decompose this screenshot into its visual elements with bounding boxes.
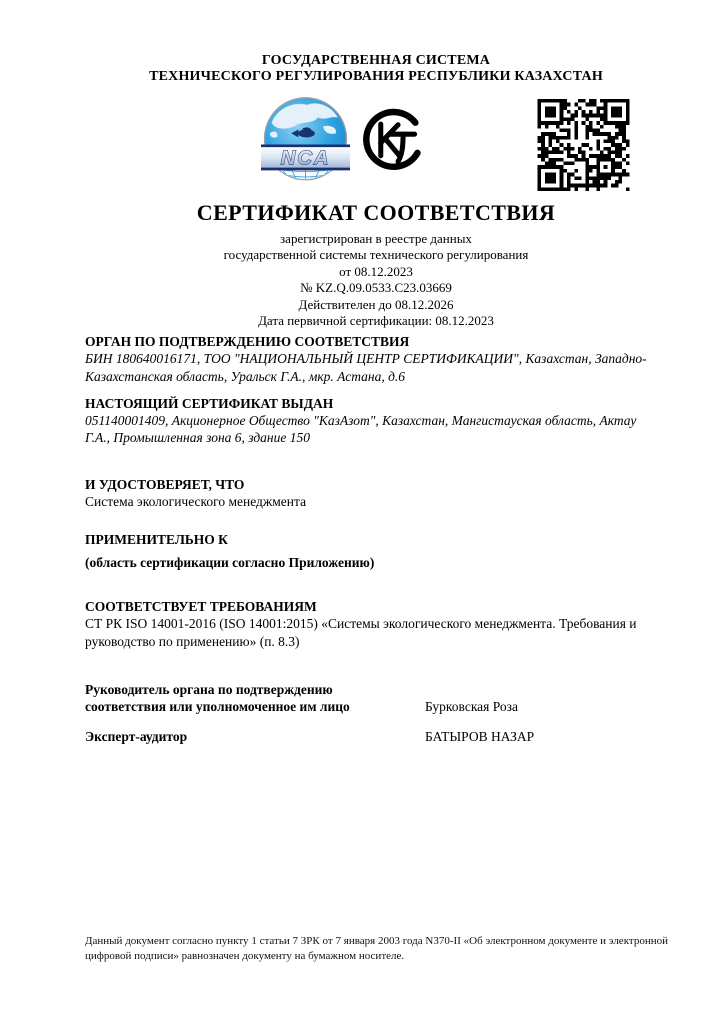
signatures-block xyxy=(85,681,667,745)
first-certification-date: Дата первичной сертификации: 08.12.2023 xyxy=(258,313,494,328)
nca-banner-text: NCA xyxy=(280,146,331,170)
qr-code xyxy=(536,99,631,191)
section-body-issued-to: 051140001409, Акционерное Общество "КазАзот", Казахстан, Мангистауская область, Актау Г.А., Промышленная зона 6, здание 150 xyxy=(85,413,637,446)
signature-label-head: Руководитель органа по подтверждению соответствия или уполномоченное им лицо xyxy=(85,682,350,714)
section-body-body-of-conformity: БИН 180640016171, ТОО "НАЦИОНАЛЬНЫЙ ЦЕНТР СЕРТИФИКАЦИИ", Казахстан, Западно-Казахстанская область, Уральск Г.А., мкр. Астана, д.6 xyxy=(85,351,647,384)
certificate-sections xyxy=(85,333,667,650)
kz-mark-icon xyxy=(357,101,429,176)
header-line1: ГОСУДАРСТВЕННАЯ СИСТЕМА xyxy=(261,53,491,68)
issue-date: от 08.12.2023 xyxy=(339,263,413,279)
signature-label-auditor: Эксперт-аудитор xyxy=(85,729,188,744)
kz-conformity-mark xyxy=(357,101,429,176)
certificate-number: № KZ.Q.09.0533.C23.03669 xyxy=(300,280,452,295)
signature-row-head xyxy=(85,681,667,715)
legal-footer: Данный документ согласно пункту 1 статьи 7 ЗРК от 7 января 2003 года N370-II «Об электронном документе и электронной цифровой подписи» равнозначен документу на бумажном носителе. xyxy=(85,935,668,962)
nca-globe-logo xyxy=(261,94,350,187)
globe-icon xyxy=(261,94,350,187)
registered-line1: зарегистрирован в реестре данных xyxy=(280,231,472,246)
section-heading-body-of-conformity: ОРГАН ПО ПОДТВЕРЖДЕНИЮ СООТВЕТСТВИЯ xyxy=(85,334,410,349)
valid-until: Действителен до 08.12.2026 xyxy=(298,296,454,312)
title-block xyxy=(85,201,667,328)
qr-code-icon xyxy=(536,99,631,191)
section-heading-certifies-that: И УДОСТОВЕРЯЕТ, ЧТО xyxy=(85,476,245,492)
section-heading-applicable-to: ПРИМЕНИТЕЛЬНО К xyxy=(85,532,228,548)
signature-row-auditor xyxy=(85,728,667,745)
section-heading-conforms-to: СООТВЕТСТВУЕТ ТРЕБОВАНИЯМ xyxy=(85,598,317,614)
document-header xyxy=(85,53,667,84)
section-body-applicable-to: (область сертификации согласно Приложению) xyxy=(85,554,375,570)
section-body-certifies-that: Система экологического менеджмента xyxy=(85,494,307,510)
registered-line2: государственной системы технического регулирования xyxy=(223,246,529,262)
certificate-title: СЕРТИФИКАТ СООТВЕТСТВИЯ xyxy=(196,200,556,225)
signature-name-auditor: БАТЫРОВ НАЗАР xyxy=(425,729,535,744)
section-heading-issued-to: НАСТОЯЩИЙ СЕРТИФИКАТ ВЫДАН xyxy=(85,395,334,411)
header-line2: ТЕХНИЧЕСКОГО РЕГУЛИРОВАНИЯ РЕСПУБЛИКИ КАЗАХСТАН xyxy=(149,68,603,84)
section-body-conforms-to: СТ РК ISO 14001-2016 (ISO 14001:2015) «Системы экологического менеджмента. Требования и руководство по применению» (п. 8.3) xyxy=(85,616,637,649)
nca-banner xyxy=(261,146,350,170)
signature-name-head: Бурковская Роза xyxy=(425,699,519,714)
